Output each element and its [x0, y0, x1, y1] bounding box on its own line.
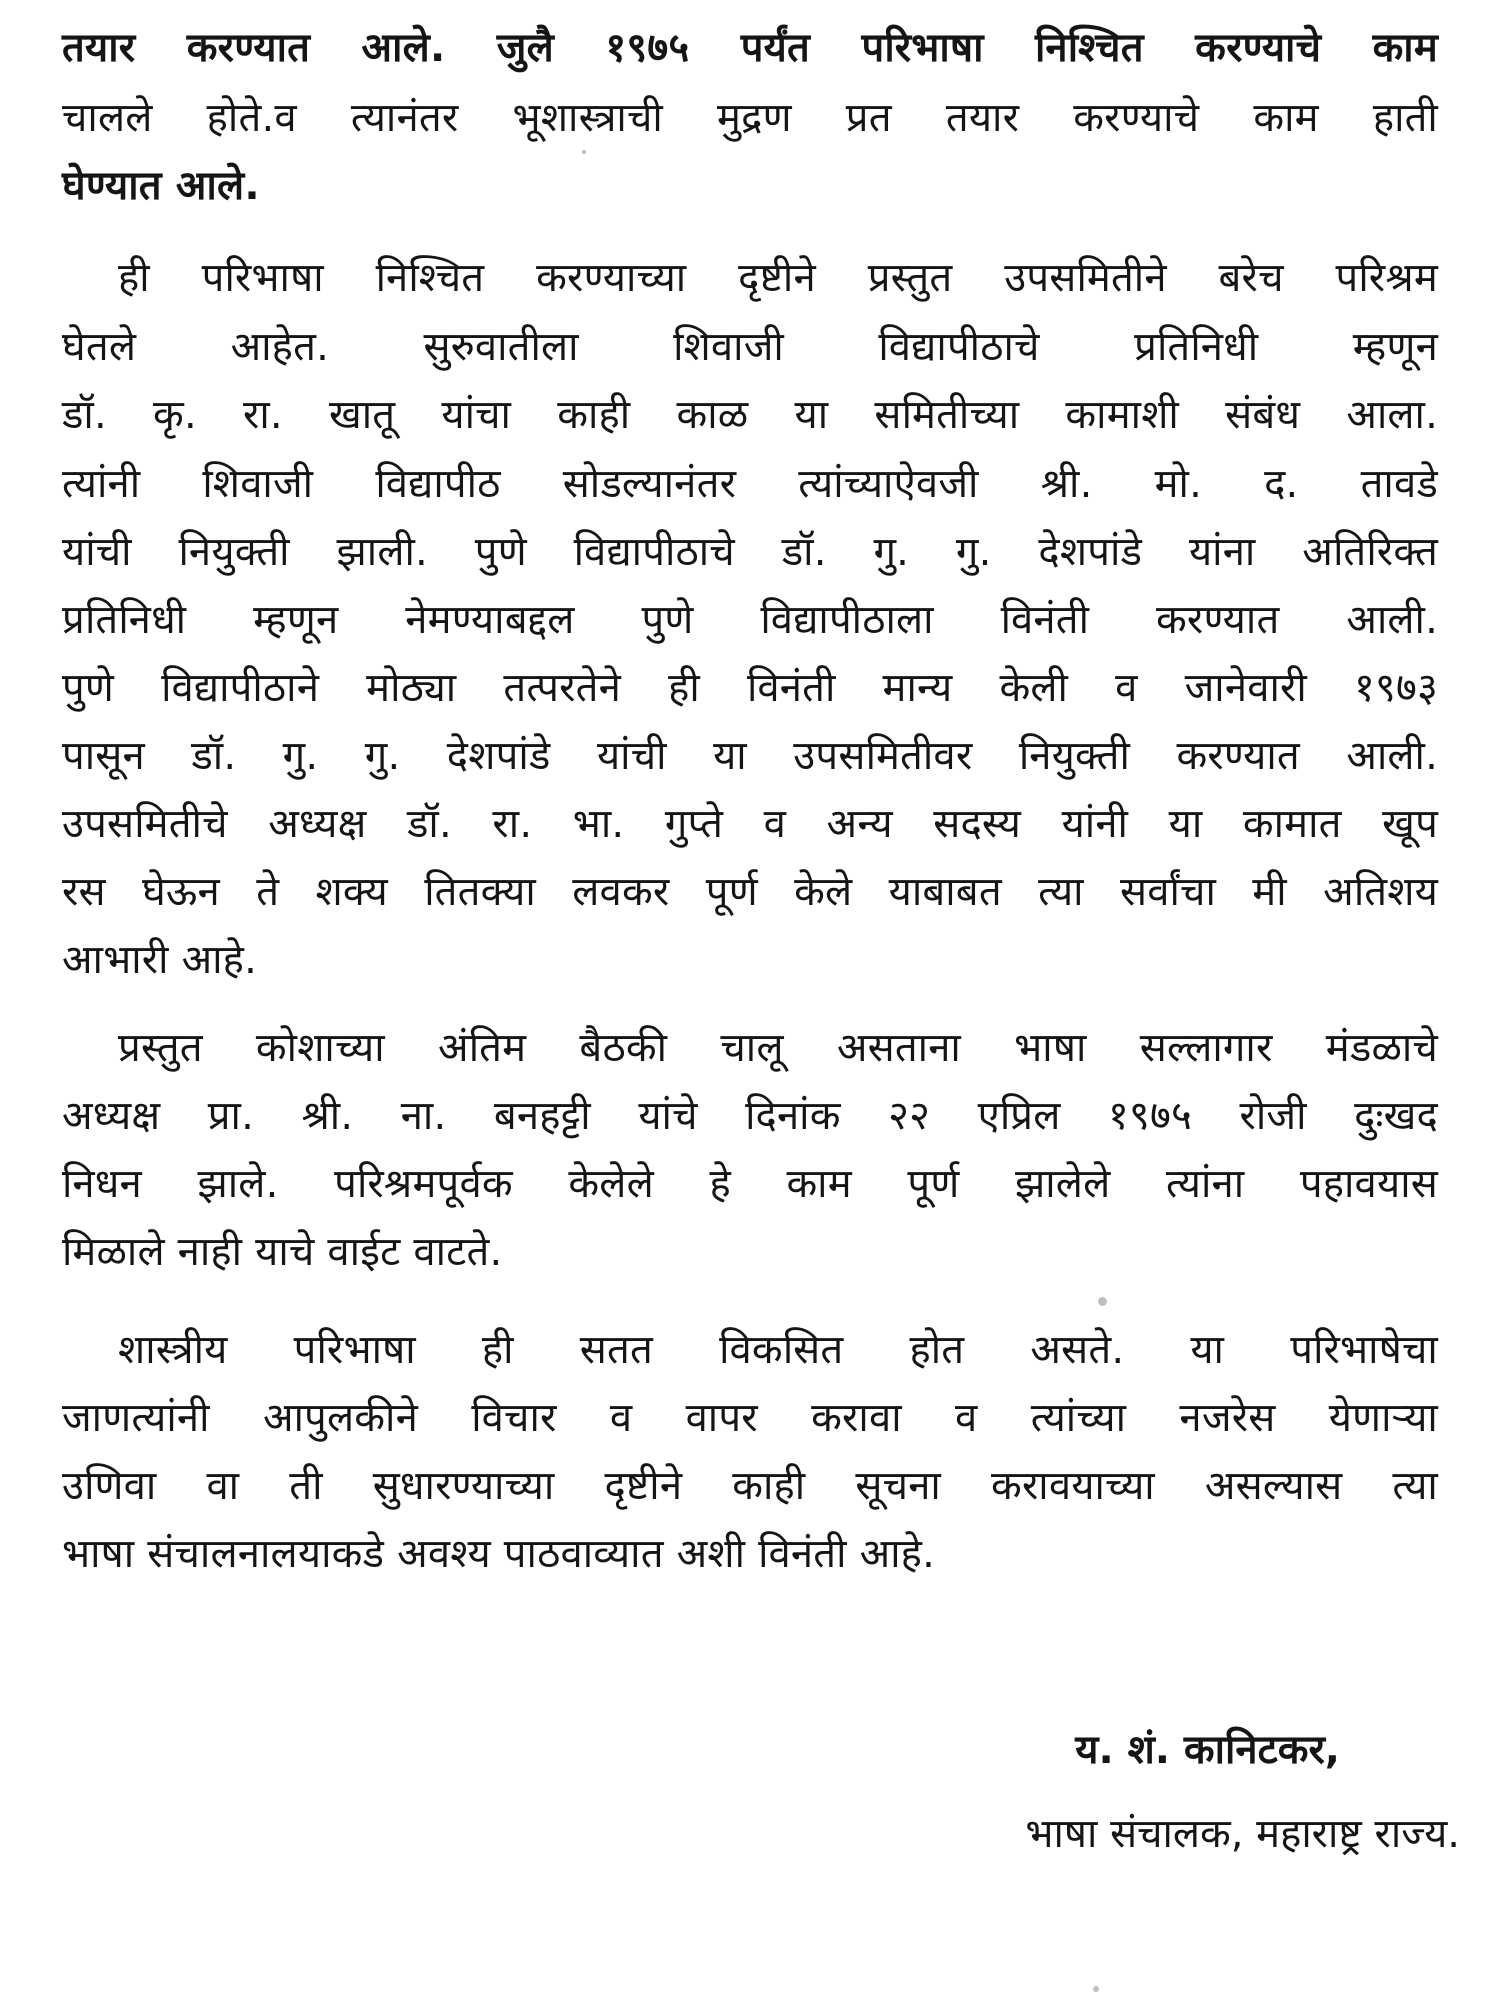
- text-line: जाणत्यांनी आपुलकीने विचार व वापर करावा व त्यांच्या नजरेस येणाऱ्या: [62, 1395, 1438, 1441]
- text-line: पुणे विद्यापीठाने मोठ्या तत्परतेने ही विनंती मान्य केली व जानेवारी १९७३: [62, 665, 1438, 711]
- text-line: रस घेऊन ते शक्य तितक्या लवकर पूर्ण केले याबाबत त्या सर्वांचा मी अतिशय: [62, 869, 1438, 915]
- text-line: अध्यक्ष प्रा. श्री. ना. बनहट्टी यांचे दिनांक २२ एप्रिल १९७५ रोजी दुःखद: [62, 1093, 1438, 1139]
- text-line: ही परिभाषा निश्चित करण्याच्या दृष्टीने प्रस्तुत उपसमितीने बरेच परिश्रम: [118, 255, 1438, 301]
- scan-speck: [1098, 1297, 1107, 1306]
- text-line: उपसमितीचे अध्यक्ष डॉ. रा. भा. गुप्ते व अन्य सदस्य यांनी या कामात खूप: [62, 801, 1438, 847]
- text-line: शास्त्रीय परिभाषा ही सतत विकसित होत असते. या परिभाषेचा: [118, 1327, 1438, 1373]
- text-line: मिळाले नाही याचे वाईट वाटते.: [62, 1229, 503, 1275]
- text-line: प्रतिनिधी म्हणून नेमण्याबद्दल पुणे विद्यापीठाला विनंती करण्यात आली.: [62, 597, 1438, 643]
- text-line: घेण्यात आले.: [62, 163, 260, 209]
- text-line: चालले होते.व त्यानंतर भूशास्त्राची मुद्रण प्रत तयार करण्याचे काम हाती: [62, 95, 1438, 141]
- text-line: प्रस्तुत कोशाच्या अंतिम बैठकी चालू असताना भाषा सल्लागार मंडळाचे: [118, 1025, 1438, 1071]
- text-line: निधन झाले. परिश्रमपूर्वक केलेले हे काम पूर्ण झालेले त्यांना पहावयास: [62, 1161, 1438, 1207]
- text-line: घेतले आहेत. सुरुवातीला शिवाजी विद्यापीठाचे प्रतिनिधी म्हणून: [62, 324, 1438, 370]
- text-line: पासून डॉ. गु. गु. देशपांडे यांची या उपसमितीवर नियुक्ती करण्यात आली.: [62, 733, 1438, 779]
- signatory-title: भाषा संचालक, महाराष्ट्र राज्य.: [1025, 1811, 1460, 1857]
- text-line: उणिवा वा ती सुधारण्याच्या दृष्टीने काही सूचना करावयाच्या असल्यास त्या: [62, 1463, 1438, 1509]
- text-line: यांची नियुक्ती झाली. पुणे विद्यापीठाचे डॉ. गु. गु. देशपांडे यांना अतिरिक्त: [62, 529, 1438, 575]
- text-line: भाषा संचालनालयाकडे अवश्य पाठवाव्यात अशी विनंती आहे.: [62, 1531, 936, 1577]
- scan-speck: [582, 150, 586, 154]
- text-line: डॉ. कृ. रा. खातू यांचा काही काळ या समितीच्या कामाशी संबंध आला.: [62, 392, 1438, 438]
- text-line: तयार करण्यात आले. जुलै १९७५ पर्यंत परिभाषा निश्चित करण्याचे काम: [62, 25, 1438, 71]
- text-line: आभारी आहे.: [62, 937, 258, 983]
- signatory-name: य. शं. कानिटकर,: [1075, 1727, 1340, 1773]
- scan-speck: [1093, 1986, 1099, 1992]
- text-line: त्यांनी शिवाजी विद्यापीठ सोडल्यानंतर त्यांच्याऐवजी श्री. मो. द. तावडे: [62, 461, 1438, 507]
